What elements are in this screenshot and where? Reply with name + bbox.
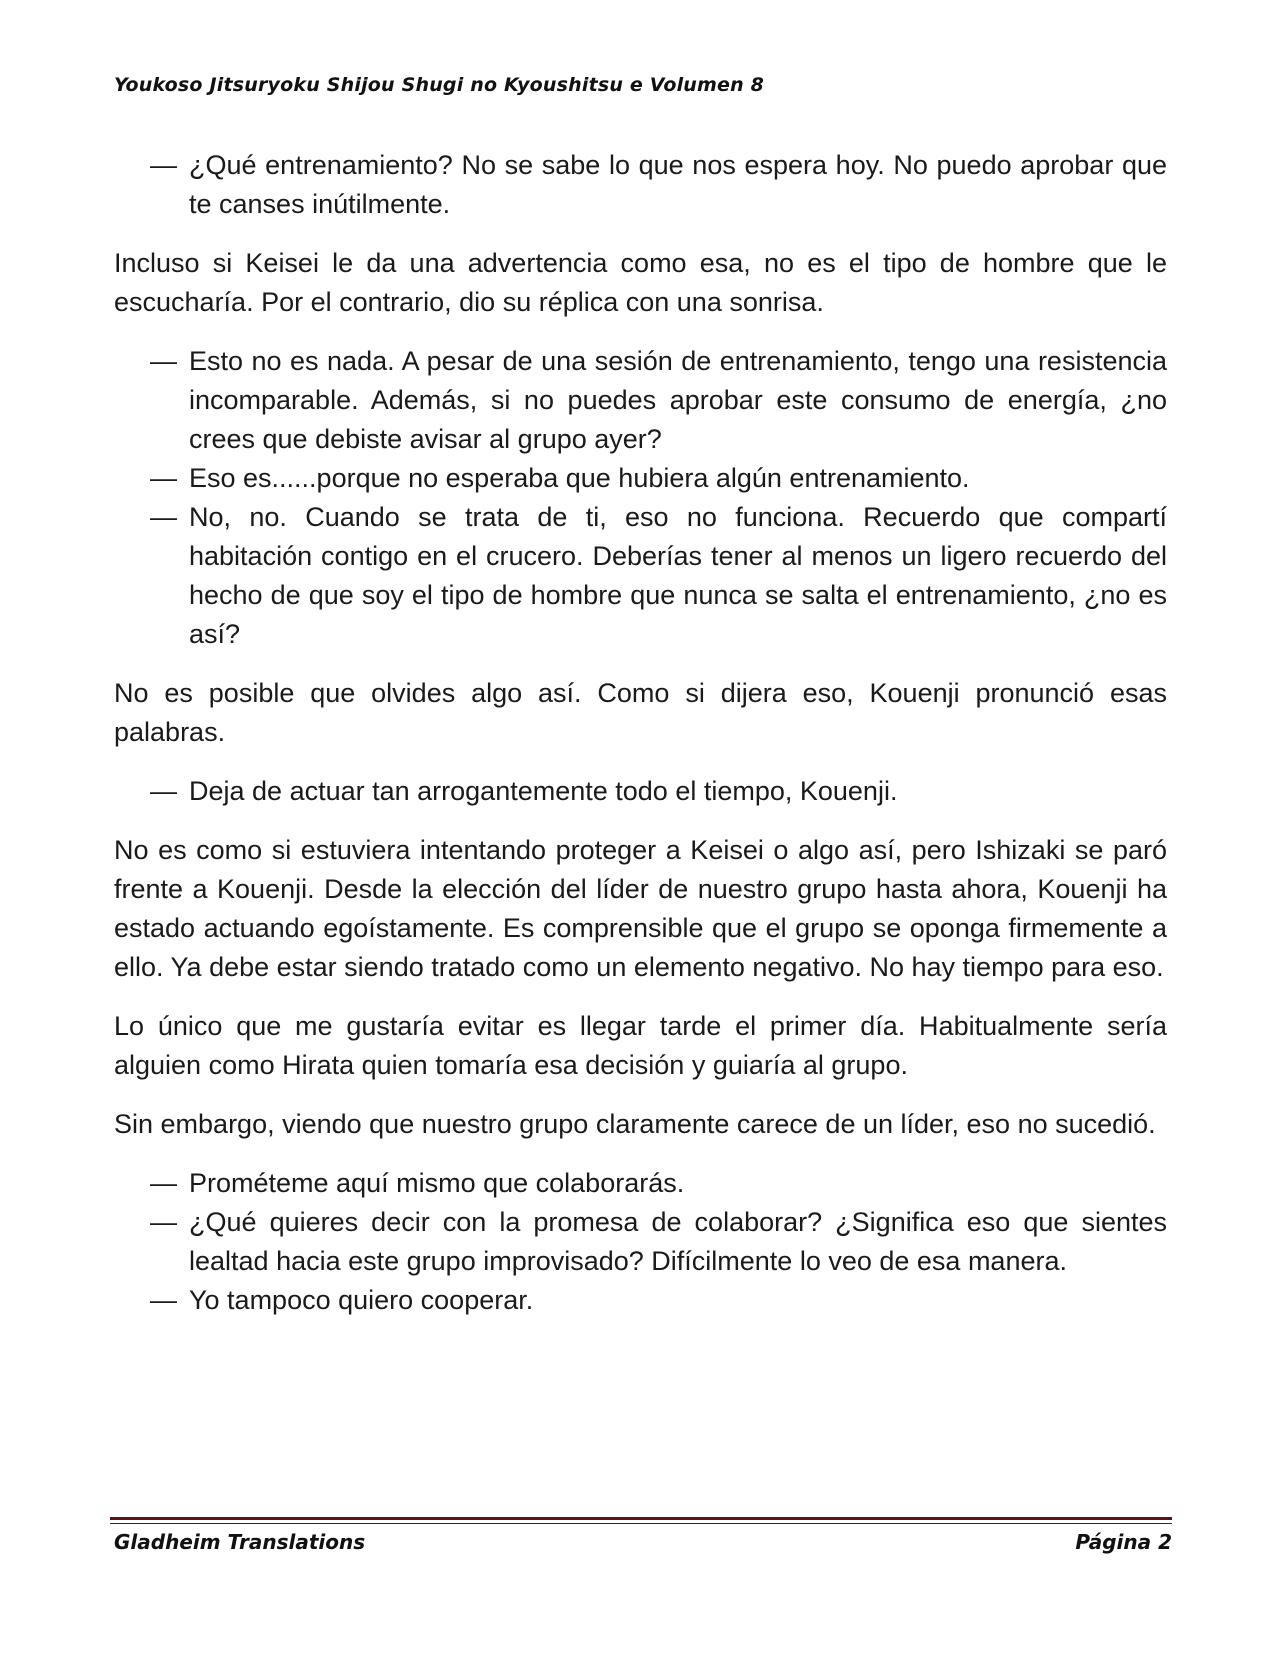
paragraph: Lo único que me gustaría evitar es llegar tarde el primer día. Habitualmente sería alguien como Hirata quien tomaría esa decisión y guiaría al grupo. <box>114 1011 1167 1080</box>
dialogue-text: Prométeme aquí mismo que colaborarás. <box>189 1168 685 1198</box>
footer-publisher: Gladheim Translations <box>114 1530 366 1554</box>
dialogue-line <box>114 146 1167 224</box>
dialogue-text: Yo tampoco quiero cooperar. <box>189 1285 534 1315</box>
footer-divider-thin <box>110 1523 1172 1524</box>
dialogue-dash: — <box>150 1285 177 1315</box>
dialogue-line <box>114 1281 1167 1320</box>
dialogue-line <box>114 1203 1167 1281</box>
dialogue-group <box>114 1164 1167 1320</box>
dialogue-dash: — <box>150 1168 177 1198</box>
dialogue-dash: — <box>150 1207 177 1237</box>
dialogue-text: No, no. Cuando se trata de ti, eso no funciona. Recuerdo que compartí habitación contigo en el crucero. Deberías tener al menos un ligero recuerdo del hecho de que soy el tipo de hombre que nunca se salta el entrenamiento, ¿no es así? <box>189 502 1167 649</box>
dialogue-dash: — <box>150 150 177 180</box>
dialogue-text: Esto no es nada. A pesar de una sesión de entrenamiento, tengo una resistencia incomparable. Además, si no puedes aprobar este consumo de energía, ¿no crees que debiste avisar al grupo ayer? <box>189 346 1167 454</box>
dialogue-text: Eso es......porque no esperaba que hubiera algún entrenamiento. <box>189 463 970 493</box>
dialogue-dash: — <box>150 502 177 532</box>
dialogue-group <box>114 772 1167 811</box>
dialogue-line <box>114 1164 1167 1203</box>
dialogue-line <box>114 498 1167 654</box>
dialogue-dash: — <box>150 346 177 376</box>
paragraph: Incluso si Keisei le da una advertencia como esa, no es el tipo de hombre que le escucharía. Por el contrario, dio su réplica con una sonrisa. <box>114 248 1167 317</box>
dialogue-text: ¿Qué quieres decir con la promesa de colaborar? ¿Significa eso que sientes lealtad hacia este grupo improvisado? Difícilmente lo veo de esa manera. <box>189 1207 1167 1276</box>
dialogue-text: ¿Qué entrenamiento? No se sabe lo que nos espera hoy. No puedo aprobar que te canses inútilmente. <box>189 150 1167 219</box>
dialogue-line <box>114 459 1167 498</box>
footer-page-number: Página 2 <box>1075 1530 1172 1554</box>
dialogue-dash: — <box>150 776 177 806</box>
dialogue-dash: — <box>150 463 177 493</box>
paragraph: No es como si estuviera intentando proteger a Keisei o algo así, pero Ishizaki se paró frente a Kouenji. Desde la elección del líder de nuestro grupo hasta ahora, Kouenji ha estado actuando egoístamente. Es comprensible que el grupo se oponga firmemente a ello. Ya debe estar siendo tratado como un elemento negativo. No hay tiempo para eso. <box>114 835 1167 982</box>
dialogue-group <box>114 342 1167 654</box>
dialogue-line <box>114 772 1167 811</box>
page-header-title: Youkoso Jitsuryoku Shijou Shugi no Kyoushitsu e Volumen 8 <box>114 74 765 96</box>
document-body <box>114 146 1167 1340</box>
footer-divider <box>110 1517 1172 1520</box>
paragraph: Sin embargo, viendo que nuestro grupo claramente carece de un líder, eso no sucedió. <box>114 1109 1156 1139</box>
dialogue-line <box>114 342 1167 459</box>
dialogue-group <box>114 146 1167 224</box>
paragraph: No es posible que olvides algo así. Como si dijera eso, Kouenji pronunció esas palabras. <box>114 678 1167 747</box>
dialogue-text: Deja de actuar tan arrogantemente todo el tiempo, Kouenji. <box>189 776 898 806</box>
